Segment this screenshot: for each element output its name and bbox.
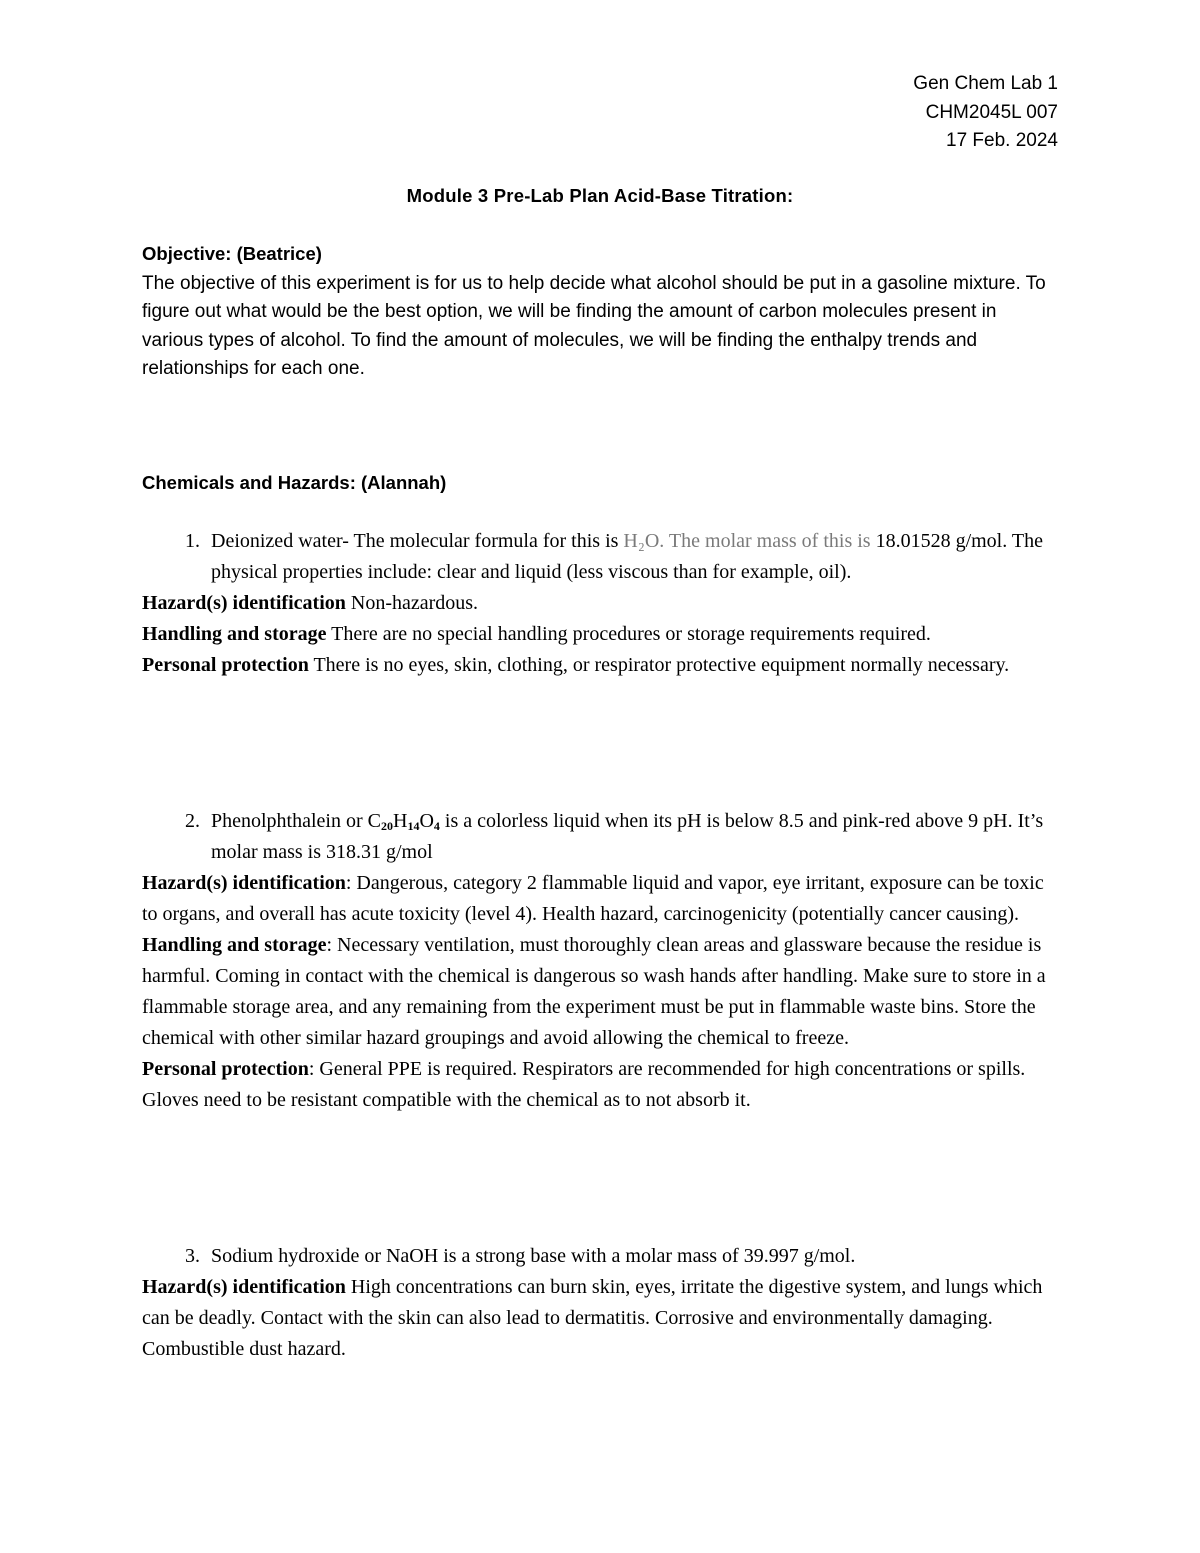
- personal-protection: Personal protection There is no eyes, skin, clothing, or respirator protective equipment normally necessary.: [142, 654, 1010, 676]
- list-item: [142, 1241, 1062, 1272]
- list-number: 2.: [185, 810, 200, 832]
- personal-protection: Personal protection: General PPE is required. Respirators are recommended for high concentrations or spills. Gloves need to be resistant compatible with the chemical as to not absorb it.: [142, 1058, 1026, 1111]
- hazard-identification: Hazard(s) identification High concentrations can burn skin, eyes, irritate the digestive system, and lungs which can be deadly. Contact with the skin can also lead to dermatitis. Corrosive and environmentally damaging. Combustible dust hazard.: [142, 1276, 1043, 1360]
- item-intro: Sodium hydroxide or NaOH is a strong base with a molar mass of 39.997 g/mol.: [211, 1245, 856, 1267]
- page-title: Module 3 Pre-Lab Plan Acid-Base Titration:: [406, 185, 794, 206]
- list-number: 1.: [185, 530, 200, 552]
- list-number: 3.: [185, 1245, 200, 1267]
- date: 17 Feb. 2024: [946, 130, 1058, 151]
- list-item: [142, 806, 1062, 868]
- chemicals-heading: Chemicals and Hazards: (Alannah): [142, 472, 447, 493]
- chemical-item-3: [142, 1241, 1062, 1365]
- item-intro: Deionized water- The molecular formula for this is H₂O. The molar mass of this is 18.01528 g/mol. The physical properties include: clear and liquid (less viscous than for example, oil).: [211, 530, 1043, 583]
- hazard-identification: Hazard(s) identification Non-hazardous.: [142, 592, 479, 614]
- objective-text: The objective of this experiment is for us to help decide what alcohol should be put in a gasoline mixture. To figure out what would be the best option, we will be finding the amount of carbon molecules present in various types of alcohol. To find the amount of molecules, we will be finding the enthalpy trends and relationships for each one.: [142, 273, 1046, 379]
- list-item: [142, 526, 1062, 588]
- item-intro: Phenolphthalein or $C_{20}H_{14}O_4$ is a colorless liquid when its pH is below 8.5 and pink-red above 9 pH. It’s molar mass is 318.31 g/mol: [211, 810, 1044, 863]
- objective-heading: Objective: (Beatrice): [142, 243, 322, 264]
- course-name: Gen Chem Lab 1: [913, 73, 1058, 94]
- handling-storage: Handling and storage: Necessary ventilation, must thoroughly clean areas and glassware because the residue is harmful. Coming in contact with the chemical is dangerous so wash hands after handling. Make sure to store in a flammable storage area, and any remaining from the experiment must be put in flammable waste bins. Store the chemical with other similar hazard groupings and avoid allowing the chemical to freeze.: [142, 934, 1046, 1049]
- chemical-item-1: [142, 526, 1062, 681]
- chemical-item-2: [142, 806, 1062, 1116]
- handling-storage: Handling and storage There are no special handling procedures or storage requirements required.: [142, 623, 931, 645]
- hazard-identification: Hazard(s) identification: Dangerous, category 2 flammable liquid and vapor, eye irritant, exposure can be toxic to organs, and overall has acute toxicity (level 4). Health hazard, carcinogenicity (potentially cancer causing).: [142, 872, 1044, 925]
- course-code: CHM2045L 007: [925, 101, 1058, 123]
- header-block: [913, 70, 1058, 156]
